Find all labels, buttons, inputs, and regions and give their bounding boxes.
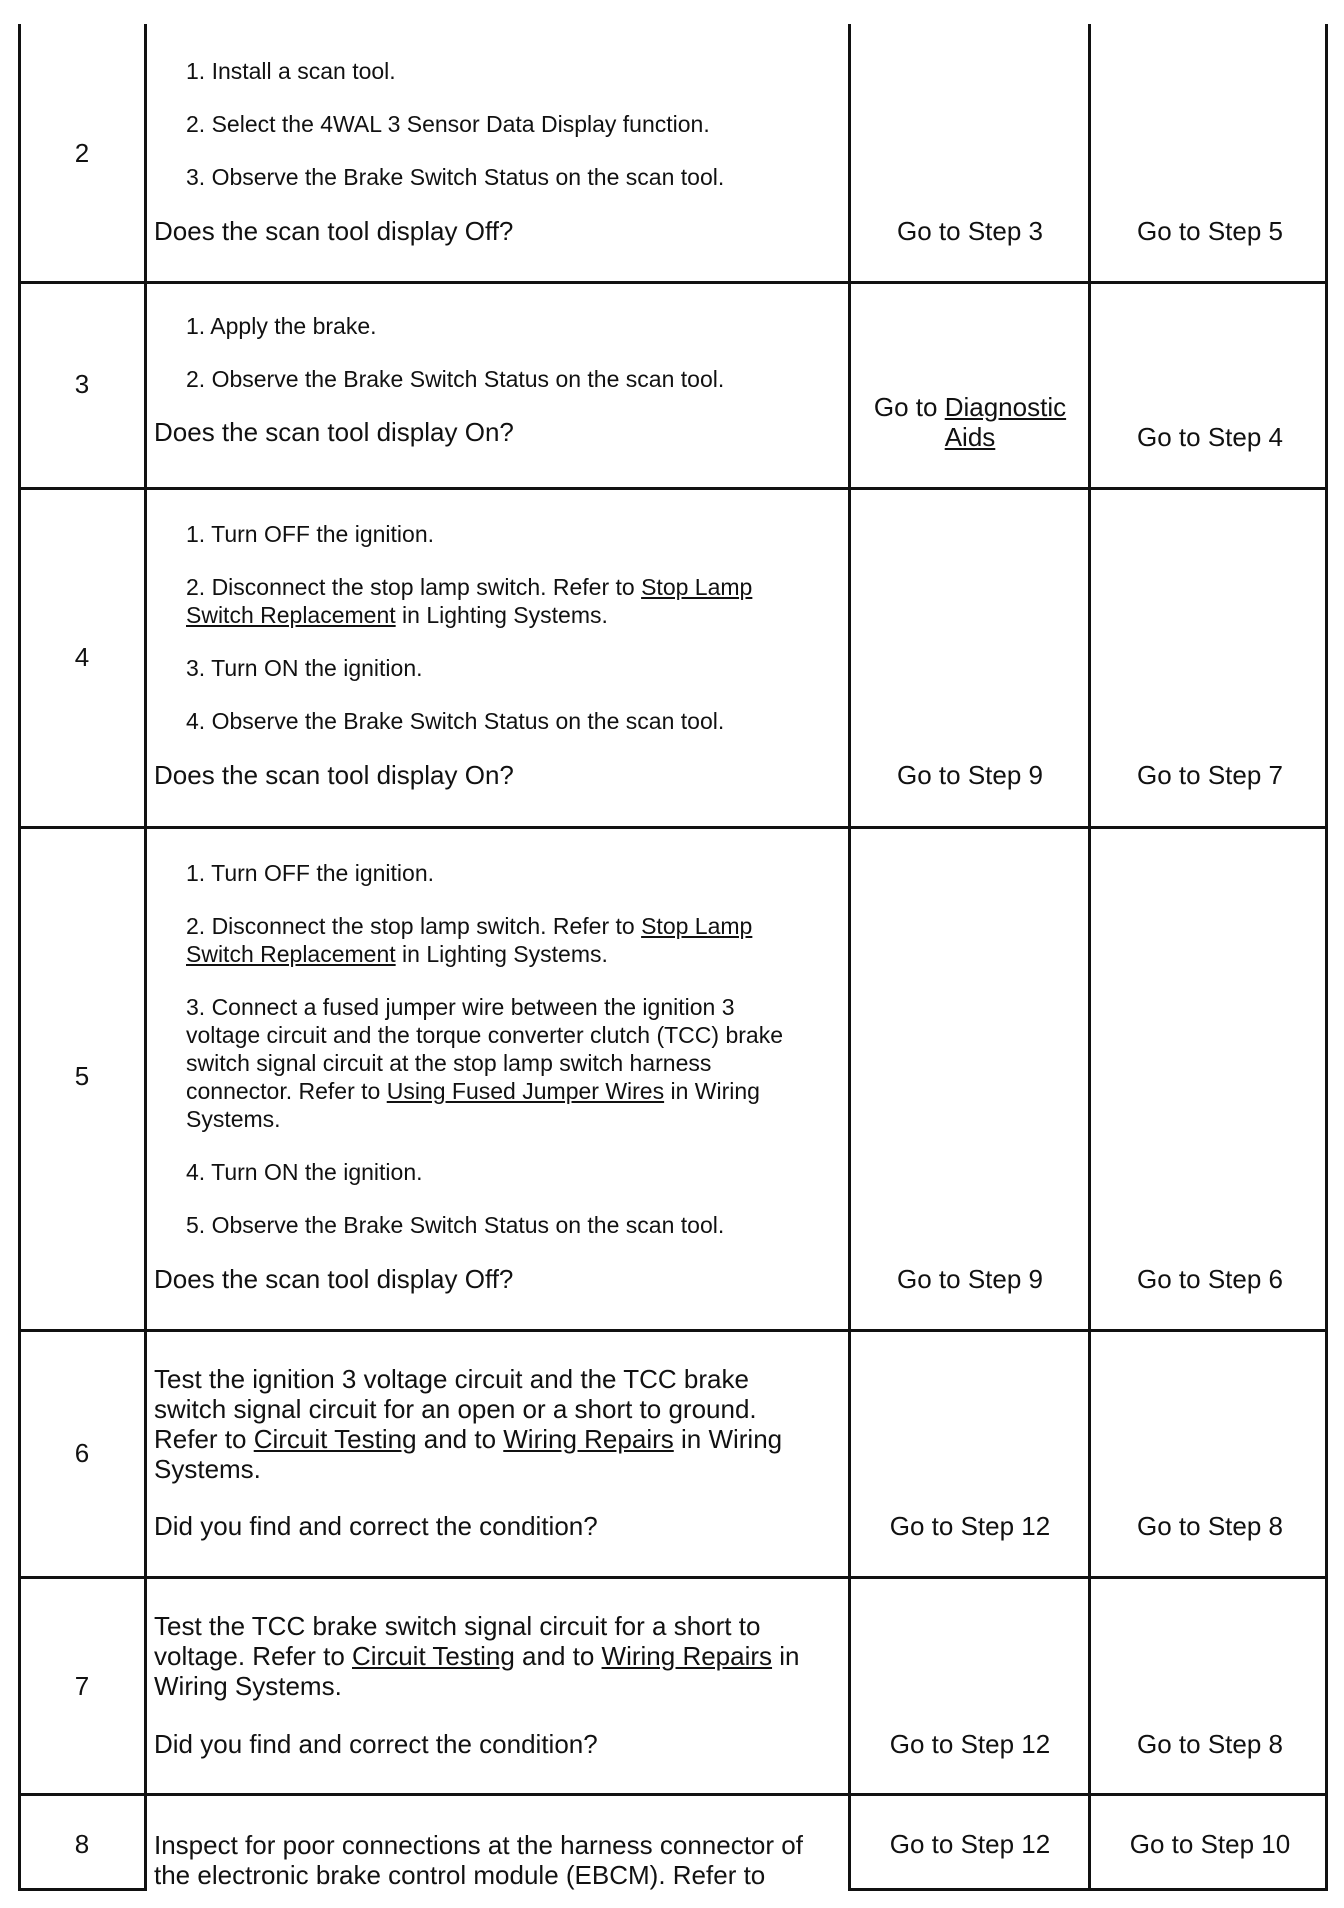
no-result: Go to Step 8 [1137, 1511, 1283, 1541]
no-result: Go to Step 6 [1137, 1264, 1283, 1294]
question: Does the scan tool display On? [154, 417, 514, 447]
wiring-repairs-link[interactable]: Wiring Repairs [601, 1641, 773, 1671]
table-border-bottom [18, 1888, 147, 1891]
action-text: in Lighting Systems. [395, 941, 608, 967]
step-number: 8 [74, 1829, 90, 1859]
action-text: in Lighting Systems. [395, 602, 608, 628]
action-item [186, 573, 846, 629]
action-text: voltage. Refer to [154, 1641, 352, 1671]
action-text: switch signal circuit for an open or a short to ground. [154, 1394, 757, 1424]
yes-result-prefix: Go to [873, 392, 945, 422]
action-text: 2. Disconnect the stop lamp switch. Refer to [186, 574, 642, 600]
step-number: 4 [74, 642, 90, 672]
circuit-testing-link[interactable]: Circuit Testing [352, 1641, 515, 1671]
action-text: in [772, 1641, 800, 1671]
action-cell [144, 1579, 848, 1793]
diagnostic-aids-link[interactable]: Aids [944, 422, 996, 452]
action-text: Systems. [186, 1106, 281, 1132]
table-border-left [18, 24, 21, 1890]
yes-result: Go to Step 9 [897, 760, 1043, 790]
action-item: 5. Observe the Brake Switch Status on the scan tool. [186, 1212, 725, 1238]
action-text: Test the ignition 3 voltage circuit and the TCC brake [154, 1364, 749, 1394]
yes-result: Go to Step 3 [897, 216, 1043, 246]
action-paragraph [154, 1611, 854, 1701]
action-text: Wiring Systems. [154, 1671, 342, 1701]
action-cell [144, 1796, 848, 1888]
question: Does the scan tool display Off? [154, 1264, 514, 1294]
action-cell [144, 829, 848, 1329]
action-paragraph [154, 1364, 854, 1484]
action-text: voltage circuit and the torque converter clutch (TCC) brake [186, 1022, 783, 1048]
action-text: Test the TCC brake switch signal circuit for a short to [154, 1611, 761, 1641]
yes-result: Go to Step 9 [897, 1264, 1043, 1294]
yes-result: Go to Step 12 [889, 1511, 1051, 1541]
action-item: 1. Apply the brake. [186, 313, 377, 339]
yes-result: Go to Step 12 [889, 1729, 1051, 1759]
action-text: 3. Connect a fused jumper wire between the ignition 3 [186, 994, 735, 1020]
action-item [186, 912, 846, 968]
no-result: Go to Step 10 [1129, 1829, 1291, 1859]
stop-lamp-switch-replacement-link[interactable]: Stop Lamp [641, 574, 753, 600]
action-text: in Wiring [664, 1078, 760, 1104]
column-divider-yes [1088, 24, 1091, 1890]
action-text: and to [416, 1424, 504, 1454]
stop-lamp-switch-replacement-link[interactable]: Switch Replacement [186, 941, 396, 967]
no-result: Go to Step 5 [1137, 216, 1283, 246]
action-text: 2. Disconnect the stop lamp switch. Refer to [186, 913, 642, 939]
action-item: 1. Turn OFF the ignition. [186, 521, 435, 547]
action-item: 2. Select the 4WAL 3 Sensor Data Display function. [186, 111, 710, 137]
yes-result: Go to Step 12 [889, 1829, 1051, 1859]
action-text: Refer to [154, 1424, 254, 1454]
question: Does the scan tool display On? [154, 760, 514, 790]
question: Did you find and correct the condition? [154, 1511, 598, 1541]
action-item: 4. Observe the Brake Switch Status on the scan tool. [186, 708, 725, 734]
action-item: 1. Install a scan tool. [186, 58, 396, 84]
no-result: Go to Step 4 [1137, 422, 1283, 452]
action-text: Inspect for poor connections at the harness connector of [154, 1830, 803, 1860]
action-item: 4. Turn ON the ignition. [186, 1159, 423, 1185]
table-border-bottom [848, 1888, 1328, 1891]
question: Did you find and correct the condition? [154, 1729, 598, 1759]
wiring-repairs-link[interactable]: Wiring Repairs [503, 1424, 674, 1454]
action-text: and to [514, 1641, 602, 1671]
action-cell [144, 1332, 848, 1576]
step-number: 2 [74, 138, 90, 168]
action-cell [144, 284, 848, 487]
step-number: 7 [74, 1671, 90, 1701]
action-item: 2. Observe the Brake Switch Status on the scan tool. [186, 366, 725, 392]
action-item: 3. Turn ON the ignition. [186, 655, 423, 681]
action-text: connector. Refer to [186, 1078, 387, 1104]
question: Does the scan tool display Off? [154, 216, 514, 246]
diagnostic-aids-link[interactable]: Diagnostic [944, 392, 1067, 422]
yes-result [852, 392, 1088, 452]
action-paragraph [154, 1830, 854, 1890]
using-fused-jumper-wires-link[interactable]: Using Fused Jumper Wires [386, 1078, 665, 1104]
action-item: 1. Turn OFF the ignition. [186, 860, 435, 886]
action-cell [144, 490, 848, 826]
no-result: Go to Step 7 [1137, 760, 1283, 790]
step-number: 5 [74, 1061, 90, 1091]
circuit-testing-link[interactable]: Circuit Testing [253, 1424, 417, 1454]
stop-lamp-switch-replacement-link[interactable]: Stop Lamp [641, 913, 753, 939]
table-border-right [1325, 24, 1328, 1890]
action-text: switch signal circuit at the stop lamp switch harness [186, 1050, 712, 1076]
action-item: 3. Observe the Brake Switch Status on the scan tool. [186, 164, 725, 190]
action-item [186, 993, 846, 1133]
stop-lamp-switch-replacement-link[interactable]: Switch Replacement [186, 602, 396, 628]
action-text: the electronic brake control module (EBCM). Refer to [154, 1860, 766, 1890]
action-cell [144, 24, 848, 281]
step-number: 6 [74, 1438, 90, 1468]
step-number: 3 [74, 369, 90, 399]
action-text: Systems. [154, 1454, 261, 1484]
no-result: Go to Step 8 [1137, 1729, 1283, 1759]
action-text: in Wiring [673, 1424, 783, 1454]
